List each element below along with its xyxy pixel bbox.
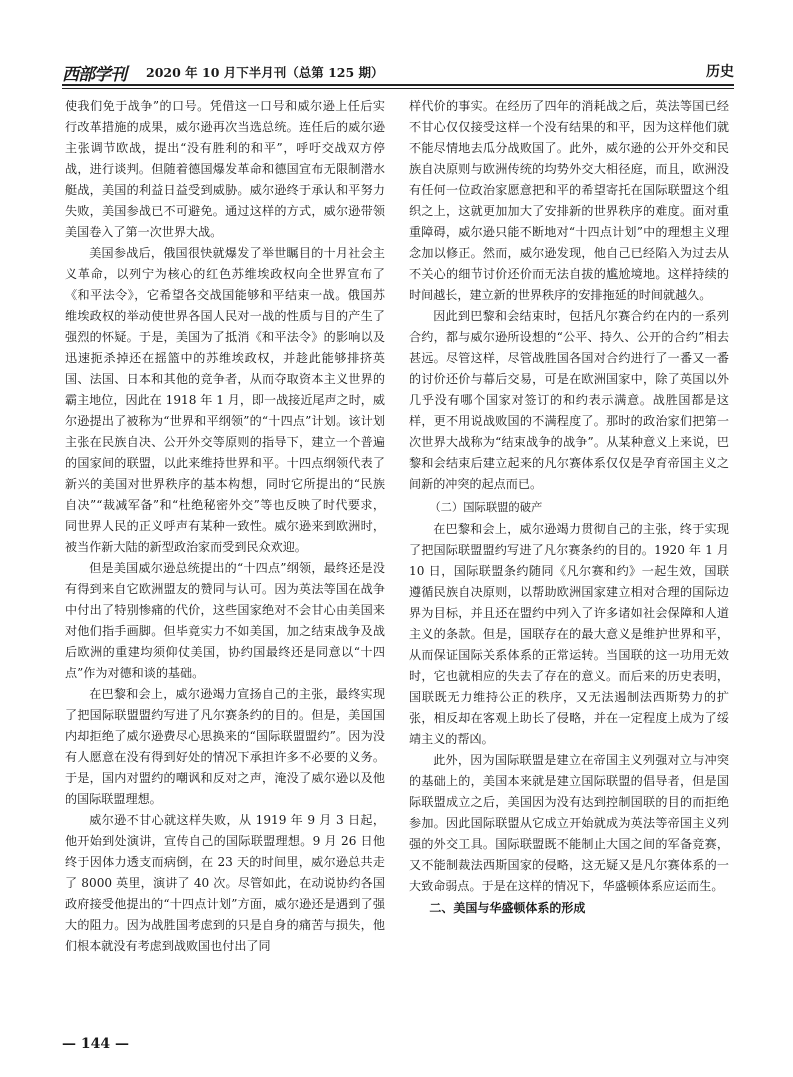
subsection-heading: （二）国际联盟的破产	[429, 501, 543, 514]
paragraph: 样代价的事实。在经历了四年的消耗战之后，英法等国已经不甘心仅仅接受这样一个没有结果的和平，因为这样他们就不能尽情地去瓜分战败国了。此外，威尔逊的公开外交和民族自决原则与欧洲传统的均势外交大相径庭，而且，欧洲没有任何一位政治家愿意把和平的希望寄托在国际联盟这个组织之上，这就更加加大了安排新的世界秩序的难度。面对重重障碍，威尔逊只能不断地对“十四点计划”中的理想主义理念加以修正。然而，威尔逊发现，他自己已经陷入为过去从不关心的细节讨价还价而无法自拔的尴尬境地。这样持续的时间越长，建立新的世界秩序的安排拖延的时间就越久。	[409, 99, 729, 302]
issue-info: 2020 年 10 月下半月刊（总第 125 期）	[146, 65, 384, 80]
paragraph: 此外，因为国际联盟是建立在帝国主义列强对立与冲突的基础上的，美国本来就是建立国际联盟的倡导者，但是国际联盟成立之后，美国因为没有达到控制国联的目的而拒绝参加。因此国际联盟从它成立开始就成为英法等帝国主义列强的外交工具。国际联盟既不能制止大国之间的军备竞赛，又不能制裁法西斯国家的侵略，这无疑又是凡尔赛体系的一大致命弱点。于是在这样的情况下，华盛顿体系应运而生。	[409, 753, 729, 893]
paragraph: 但是美国威尔逊总统提出的“十四点”纲领，最终还是没有得到来自它欧洲盟友的赞同与认可。因为英法等国在战争中付出了特别惨痛的代价，这些国家绝对不会甘心由美国来对他们指手画脚。但毕竟实力不如美国，加之结束战争及战后欧洲的重建均须仰仗美国，协约国最终还是同意以“十四点”作为对德和谈的基础。	[65, 561, 385, 680]
right-column	[409, 96, 729, 919]
header-rule-thick	[62, 84, 734, 86]
section-heading: 二、美国与华盛顿体系的形成	[429, 901, 586, 915]
paragraph: 美国参战后，俄国很快就爆发了举世瞩目的十月社会主义革命，以列宁为核心的红色苏维埃政权向全世界宣布了《和平法令》，它希望各交战国能够和平结束一战。俄国苏维埃政权的举动使世界各国人民对一战的性质与目的产生了强烈的怀疑。于是，美国为了抵消《和平法令》的影响以及迅速扼杀掉还在摇篮中的苏维埃政权，并趁此能够排挤英国、法国、日本和其他的竞争者，从而夺取资本主义世界的霸主地位，因此在 1918 年 1 月，即一战接近尾声之时，威尔逊提出了被称为“世界和平纲领”的“十四点”计划。该计划主张在民族自决、公开外交等原则的指导下，建立一个普遍的国家间的联盟，以此来维持世界和平。十四点纲领代表了新兴的美国对世界秩序的基本构想，同时它所提出的“民族自决”“裁减军备”和“杜绝秘密外交”等也反映了时代要求，同世界人民的正义呼声有某种一致性。威尔逊来到欧洲时，被当作新大陆的新型政治家而受到民众欢迎。	[65, 246, 385, 554]
paragraph: 因此到巴黎和会结束时，包括凡尔赛合约在内的一系列合约，都与威尔逊所设想的“公平、持久、公开的合约”相去甚远。尽管这样，尽管战胜国各国对合约进行了一番又一番的讨价还价与幕后交易，可是在欧洲国家中，除了英国以外几乎没有哪个国家对签订的和约表示满意。战胜国都是这样，更不用说战败国的不满程度了。那时的政治家们把第一次世界大战称为“结束战争的战争”。从某种意义上来说，巴黎和会结束后建立起来的凡尔赛体系仅仅是孕育帝国主义之间新的冲突的起点而已。	[409, 309, 729, 491]
paragraph: 威尔逊不甘心就这样失败，从 1919 年 9 月 3 日起，他开始到处演讲，宣传自己的国际联盟理想。9 月 26 日他终于因体力透支而病倒，在 23 天的时间里，威尔逊总共走了 8000 英里，演讲了 40 次。尽管如此，在动说协约各国政府接受他提出的“十四点计划”方面，威尔逊还是遇到了强大的阻力。因为战胜国考虑到的只是自身的痛苦与损失，他们根本就没有考虑到战败国也付出了同	[65, 813, 385, 953]
header-rule-thin	[62, 88, 734, 89]
section-label: 历史	[706, 64, 734, 80]
journal-masthead: 西部学刊	[62, 65, 126, 85]
paragraph: 在巴黎和会上，威尔逊竭力贯彻自己的主张，终于实现了把国际联盟盟约写进了凡尔赛条约的目的。1920 年 1 月 10 日，国际联盟条约随同《凡尔赛和约》一起生效，国联遵循民族自决原则，以帮助欧洲国家建立相对合理的国际边界为目标，并且还在盟约中列入了许多诸如社会保障和人道主义的条款。但是，国联存在的最大意义是维护世界和平，从而保证国际关系体系的正常运转。当国联的这一功用无效时，它也就相应的失去了存在的意义。而后来的历史表明，国联既无力维持公正的秩序，又无法遏制法西斯势力的扩张，相反却在客观上助长了侵略，并在一定程度上成为了绥靖主义的帮凶。	[409, 522, 729, 746]
paragraph: 使我们免于战争”的口号。凭借这一口号和威尔逊上任后实行改革措施的成果，威尔逊再次当选总统。连任后的威尔逊主张调节欧战，提出“没有胜利的和平”，呼吁交战双方停战，进行谈判。但随着德国爆发革命和德国宣布无限制潜水艇战，美国的利益日益受到威胁。威尔逊终于承认和平努力失败，美国参战已不可避免。通过这样的方式，威尔逊带领美国卷入了第一次世界大战。	[65, 99, 385, 239]
paragraph: 在巴黎和会上，威尔逊竭力宣扬自己的主张，最终实现了把国际联盟盟约写进了凡尔赛条约的目的。但是，美国国内却拒绝了威尔逊费尽心思换来的“国际联盟盟约”。因为没有人愿意在没有得到好处的情况下承担许多不必要的义务。于是，国内对盟约的嘲讽和反对之声，淹没了威尔逊以及他的国际联盟理想。	[65, 687, 385, 806]
page-number: — 144 —	[62, 1036, 129, 1052]
page-header	[62, 58, 734, 88]
left-column	[65, 96, 385, 957]
